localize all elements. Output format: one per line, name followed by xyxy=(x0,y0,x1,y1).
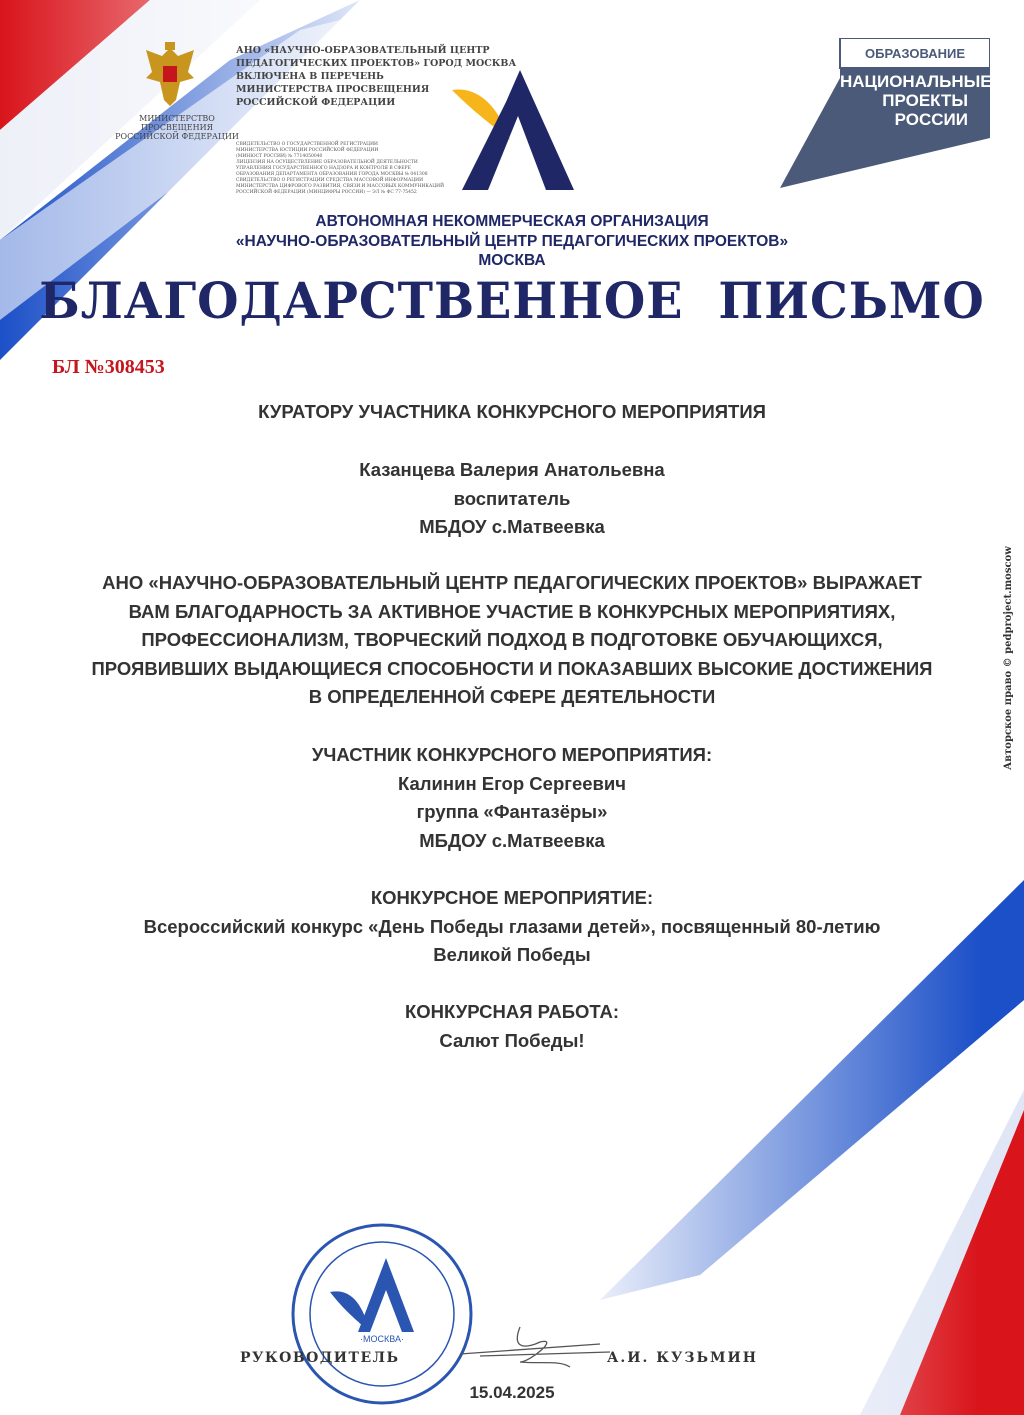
copyright-note: Авторское право © pedproject.moscow xyxy=(1003,546,1014,770)
org-title-line: МОСКВА xyxy=(478,252,546,269)
ministry-label-line: МИНИСТЕРСТВО ПРОСВЕЩЕНИЯ xyxy=(139,114,215,132)
gratitude-line: АНО «НАУЧНО-ОБРАЗОВАТЕЛЬНЫЙ ЦЕНТР ПЕДАГОГИЧЕСКИХ ПРОЕКТОВ» ВЫРАЖАЕТ xyxy=(102,572,922,593)
event-label: КОНКУРСНОЕ МЕРОПРИЯТИЕ: xyxy=(370,887,654,908)
signature xyxy=(460,1322,610,1372)
stamp-city: ·МОСКВА· xyxy=(360,1334,404,1344)
np-line: НАЦИОНАЛЬНЫЕ xyxy=(840,72,992,91)
ministry-label-line: РОССИЙСКОЙ ФЕДЕРАЦИИ xyxy=(115,132,239,141)
cert-line: РОССИЙСКОЙ ФЕДЕРАЦИИ (МИНЦИФРЫ РОССИИ) — ЭЛ № ФС 77-75452 xyxy=(236,190,417,195)
gratitude-line: ПРОФЕССИОНАЛИЗМ, ТВОРЧЕСКИЙ ПОДХОД В ПОДГОТОВКЕ ОБУЧАЮЩИХСЯ, xyxy=(141,629,883,650)
curator-name: Казанцева Валерия Анатольевна xyxy=(359,459,665,480)
signer-name: А.И. КУЗЬМИН xyxy=(607,1350,758,1366)
official-stamp xyxy=(290,1222,474,1406)
document-number: БЛ №308453 xyxy=(52,356,165,378)
participant-org: МБДОУ с.Матвеевка xyxy=(419,829,605,851)
participant-name: Калинин Егор Сергеевич xyxy=(397,772,627,794)
national-projects-badge xyxy=(780,38,990,188)
np-badge-main xyxy=(840,72,992,129)
addressee: КУРАТОРУ УЧАСТНИКА КОНКУРСНОГО МЕРОПРИЯТИЯ xyxy=(258,401,766,422)
work-block xyxy=(0,998,1024,1055)
cert-line: МИНИСТЕРСТВА ЮСТИЦИИ РОССИЙСКОЙ ФЕДЕРАЦИИ xyxy=(236,148,379,153)
org-title-line: АВТОНОМНАЯ НЕКОММЕРЧЕСКАЯ ОРГАНИЗАЦИЯ xyxy=(315,213,709,230)
cert-line: УПРАВЛЕНИЯ ГОСУДАРСТВЕННОГО НАДЗОРА И КОНТРОЛЯ В СФЕРЕ xyxy=(236,166,411,171)
work-title: Салют Победы! xyxy=(439,1029,585,1051)
np-badge-top: ОБРАЗОВАНИЕ xyxy=(865,46,965,61)
event-line: Всероссийский конкурс «День Победы глазами детей», посвященный 80-летию xyxy=(143,915,881,937)
event-block xyxy=(0,884,1024,970)
participant-block xyxy=(0,741,1024,855)
curator-position: воспитатель xyxy=(453,487,571,509)
gratitude-line: В ОПРЕДЕЛЕННОЙ СФЕРЕ ДЕЯТЕЛЬНОСТИ xyxy=(308,686,716,707)
org-info-line: РОССИЙСКОЙ ФЕДЕРАЦИИ xyxy=(236,97,396,108)
signer-role: РУКОВОДИТЕЛЬ xyxy=(240,1350,400,1366)
org-info-line: АНО «НАУЧНО-ОБРАЗОВАТЕЛЬНЫЙ ЦЕНТР xyxy=(236,45,490,56)
np-line: РОССИИ xyxy=(894,110,968,129)
ministry-label xyxy=(112,114,242,141)
cert-line: (МИНЮСТ РОССИИ) № 7714050040 xyxy=(236,154,323,159)
org-title xyxy=(0,212,1024,271)
np-line: ПРОЕКТЫ xyxy=(882,91,968,110)
ministry-emblem xyxy=(142,42,198,110)
org-logo xyxy=(448,66,578,197)
work-label: КОНКУРСНАЯ РАБОТА: xyxy=(404,1001,620,1022)
curator-block xyxy=(0,456,1024,542)
cert-line: СВИДЕТЕЛЬСТВО О ГОСУДАРСТВЕННОЙ РЕГИСТРАЦИИ xyxy=(236,142,378,147)
curator-org: МБДОУ с.Матвеевка xyxy=(419,516,605,537)
gratitude-text xyxy=(0,569,1024,712)
org-info-line: ВКЛЮЧЕНА В ПЕРЕЧЕНЬ xyxy=(236,71,384,82)
event-line: Великой Победы xyxy=(433,944,591,965)
gratitude-line: ПРОЯВИВШИХ ВЫДАЮЩИЕСЯ СПОСОБНОСТИ И ПОКАЗАВШИХ ВЫСОКИЕ ДОСТИЖЕНИЯ xyxy=(91,657,933,679)
participant-label: УЧАСТНИК КОНКУРСНОГО МЕРОПРИЯТИЯ: xyxy=(311,744,713,765)
cert-line: ОБРАЗОВАНИЯ ДЕПАРТАМЕНТА ОБРАЗОВАНИЯ ГОРОДА МОСКВЫ № 041308 xyxy=(236,172,428,177)
document-title: БЛАГОДАРСТВЕННОЕ ПИСЬМО xyxy=(39,271,985,330)
cert-line: ЛИЦЕНЗИЯ НА ОСУЩЕСТВЛЕНИЕ ОБРАЗОВАТЕЛЬНОЙ ДЕЯТЕЛЬНОСТИ xyxy=(236,160,418,165)
participant-group: группа «Фантазёры» xyxy=(416,801,608,822)
issue-date: 15.04.2025 xyxy=(469,1383,555,1402)
cert-line: СВИДЕТЕЛЬСТВО О РЕГИСТРАЦИИ СРЕДСТВА МАССОВОЙ ИНФОРМАЦИИ xyxy=(236,178,424,183)
org-info-line: ПЕДАГОГИЧЕСКИХ ПРОЕКТОВ» ГОРОД МОСКВА xyxy=(236,58,517,69)
cert-line: МИНИСТЕРСТВА ЦИФРОВОГО РАЗВИТИЯ, СВЯЗИ И МАССОВЫХ КОММУНИКАЦИЙ xyxy=(236,184,445,189)
org-info-line: МИНИСТЕРСТВА ПРОСВЕЩЕНИЯ xyxy=(236,84,430,95)
registration-info xyxy=(236,142,444,196)
gratitude-line: ВАМ БЛАГОДАРНОСТЬ ЗА АКТИВНОЕ УЧАСТИЕ В КОНКУРСНЫХ МЕРОПРИЯТИЯХ, xyxy=(128,600,896,622)
org-title-line: «НАУЧНО-ОБРАЗОВАТЕЛЬНЫЙ ЦЕНТР ПЕДАГОГИЧЕСКИХ ПРОЕКТОВ» xyxy=(235,232,789,250)
